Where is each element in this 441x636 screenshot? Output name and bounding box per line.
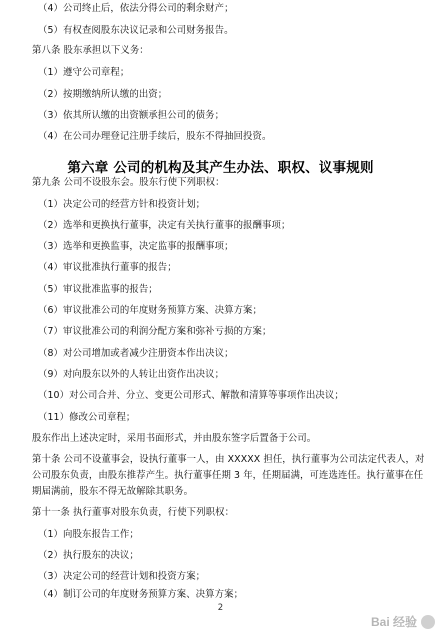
paw-icon (421, 615, 435, 629)
text-line: （6）审议批准公司的年度财务预算方案、决算方案； (38, 305, 262, 316)
text-line: （3）决定公司的经营计划和投资方案； (38, 571, 206, 582)
text-line: （1）决定公司的经营方针和投资计划； (38, 199, 206, 210)
text-line: （2）选举和更换执行董事，决定有关执行董事的报酬事项； (38, 220, 291, 231)
text-line: （1）向股东报告工作； (38, 529, 139, 540)
text-line: （10）对公司合并、分立、变更公司形式、解散和清算等事项作出决议； (38, 390, 344, 401)
article-heading: 第八条 股东承担以下义务： (32, 45, 149, 56)
watermark-logo (371, 613, 435, 630)
article-heading: 第十一条 执行董事对股东负责，行使下列职权： (32, 507, 235, 518)
text-line: （4）审议批准执行董事的报告； (38, 262, 177, 273)
text-line: （4）在公司办理登记注册手续后，股东不得抽回投资。 (38, 131, 272, 142)
text-line: （3）选举和更换监事，决定监事的报酬事项； (38, 241, 234, 252)
page-number: 2 (217, 603, 224, 613)
article-heading: 第九条 公司不设股东会。股东行使下列职权： (32, 177, 225, 188)
text-line: （2）执行股东的决议； (38, 550, 139, 561)
text-line: （3）依其所认缴的出资额承担公司的债务； (38, 110, 225, 121)
text-line: （2）按期缴纳所认缴的出资； (38, 89, 168, 100)
text-line: （5）审议批准监事的报告； (38, 284, 158, 295)
text-line: （8）对公司增加或者减少注册资本作出决议； (38, 348, 234, 359)
text-line: 股东作出上述决定时，采用书面形式，并由股东签字后置备于公司。 (32, 433, 317, 444)
text-line: （1）遵守公司章程； (38, 67, 130, 78)
text-line: （11）修改公司章程； (38, 412, 136, 423)
text-line: （7）审议批准公司的利润分配方案和弥补亏损的方案； (38, 326, 272, 337)
article-paragraph: 第十条 公司不设董事会，设执行董事一人，由 XXXXX 担任，执行董事为公司法定代表人，对公司股东负责，由股东推荐产生。执行董事任期 3 年，任期届满，可连选连任。执行董事在任期届满前，股东不得无故解除其职务。 (32, 454, 425, 497)
text-line: （5）有权查阅股东决议记录和公司财务报告。 (38, 25, 234, 36)
text-line: （4）公司终止后，依法分得公司的剩余财产； (38, 3, 234, 14)
text-line: （4）制订公司的年度财务预算方案、决算方案； (38, 589, 244, 600)
chapter-title: 第六章 公司的机构及其产生办法、职权、议事规则 (67, 160, 374, 176)
watermark-text: Bai 经验 (370, 615, 417, 629)
text-line: （9）对向股东以外的人转让出资作出决议； (38, 369, 225, 380)
